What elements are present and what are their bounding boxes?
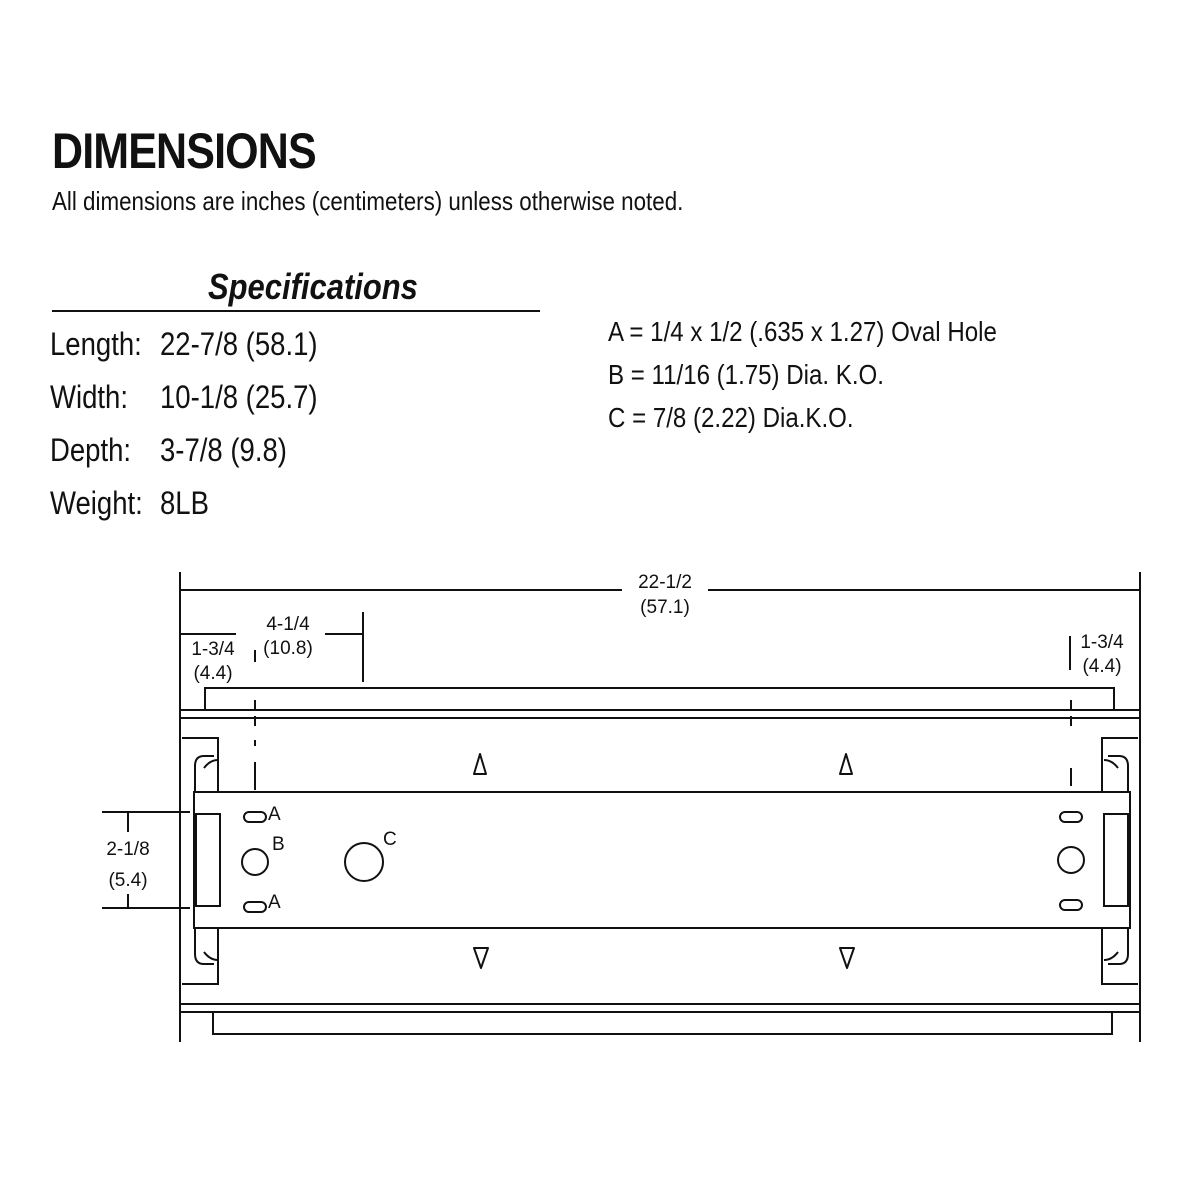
hole-spacing-label: 2-1/8 (106, 839, 150, 860)
spec-label: Length: (50, 326, 142, 362)
keyhole-slot-bottom-left (474, 948, 488, 968)
overall-width-dimension (180, 572, 1140, 690)
oval-hole-right-top (1060, 812, 1082, 822)
spec-value: 22-7/8 (58.1) (160, 326, 318, 362)
left-margin-label: 1-3/4 (191, 639, 235, 660)
page-title: DIMENSIONS (52, 123, 316, 179)
units-note: All dimensions are inches (centimeters) unless otherwise noted. (52, 186, 684, 216)
left-end-cap (182, 738, 220, 984)
legend-item-a: A = 1/4 x 1/2 (.635 x 1.27) Oval Hole (608, 316, 997, 347)
spec-label: Width: (50, 379, 128, 415)
label-a-top: A (268, 804, 281, 825)
specifications-heading: Specifications (208, 266, 418, 307)
spec-value: 10-1/8 (25.7) (160, 379, 318, 415)
right-margin-label: 1-3/4 (1080, 632, 1124, 653)
keyhole-slot-top-right (840, 754, 852, 774)
hole-spacing-cm-label: (5.4) (108, 870, 148, 891)
knockout-hole-c (345, 843, 383, 881)
oval-hole-a-top (244, 812, 266, 822)
offset-c-label: 4-1/4 (266, 614, 310, 635)
keyhole-slot-bottom-right (840, 948, 854, 968)
hole-spacing-dimension (102, 812, 190, 908)
overall-width-label: 22-1/2 (638, 572, 692, 593)
label-a-bottom: A (268, 892, 281, 913)
right-end-cap (1102, 738, 1138, 984)
right-margin-cm-label: (4.4) (1082, 656, 1122, 677)
spec-label: Weight: (50, 485, 143, 521)
spec-label: Depth: (50, 432, 132, 468)
right-margin-dimension (1070, 632, 1124, 677)
spec-value: 8LB (160, 485, 209, 521)
overall-width-cm-label: (57.1) (640, 597, 690, 618)
spec-value: 3-7/8 (9.8) (160, 432, 287, 468)
left-margin-cm-label: (4.4) (193, 663, 233, 684)
legend-item-c: C = 7/8 (2.22) Dia.K.O. (608, 402, 854, 433)
legend-item-b: B = 11/16 (1.75) Dia. K.O. (608, 359, 884, 390)
offset-c-dimension (255, 612, 363, 682)
knockout-hole-b-left (242, 849, 268, 875)
label-b: B (272, 834, 285, 855)
fixture-housing (180, 680, 1140, 1042)
offset-c-cm-label: (10.8) (263, 638, 313, 659)
keyhole-slot-top-left (474, 754, 486, 774)
keyhole-slots (474, 754, 854, 968)
oval-hole-a-bottom (244, 902, 266, 912)
left-hole-group (242, 804, 285, 913)
label-c: C (383, 829, 397, 850)
knockout-hole-b-right (1058, 847, 1084, 873)
left-margin-dimension (180, 634, 236, 684)
right-hole-group (1058, 812, 1084, 910)
oval-hole-right-bottom (1060, 900, 1082, 910)
